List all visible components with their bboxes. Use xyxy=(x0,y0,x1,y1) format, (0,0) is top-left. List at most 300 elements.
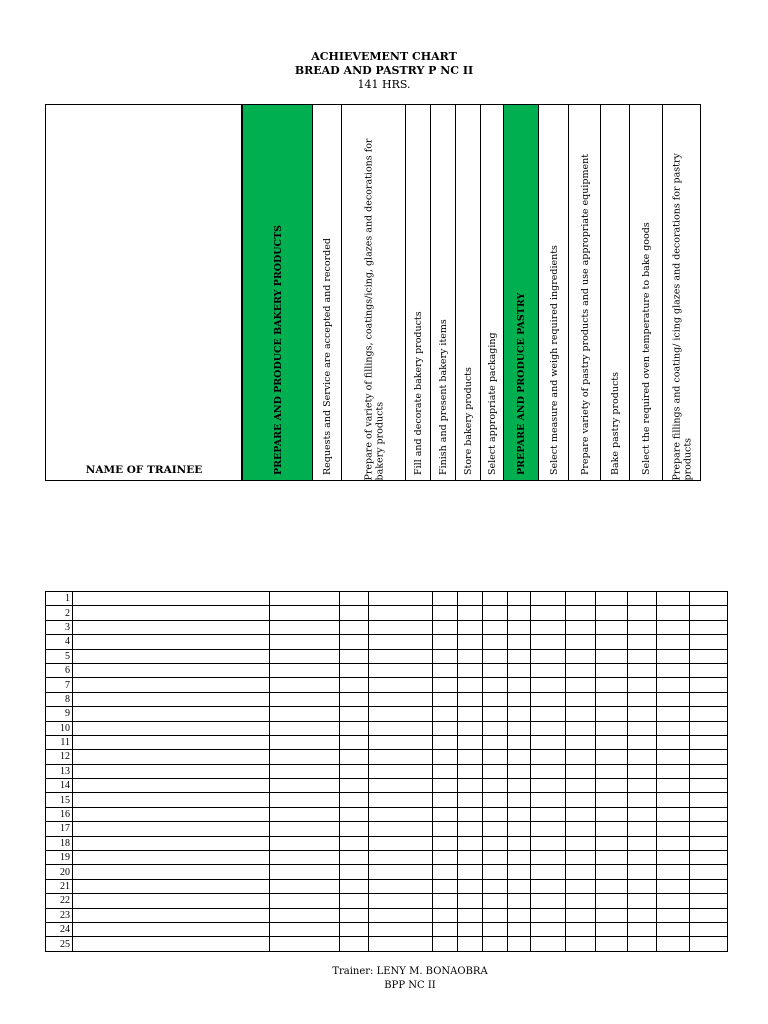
score-cell[interactable] xyxy=(369,721,433,735)
score-cell[interactable] xyxy=(531,707,566,721)
score-cell[interactable] xyxy=(433,620,458,634)
score-cell[interactable] xyxy=(690,663,728,677)
score-cell[interactable] xyxy=(270,894,340,908)
score-cell[interactable] xyxy=(690,894,728,908)
score-cell[interactable] xyxy=(270,879,340,893)
score-cell[interactable] xyxy=(596,779,628,793)
score-cell[interactable] xyxy=(458,937,483,951)
score-cell[interactable] xyxy=(369,822,433,836)
score-cell[interactable] xyxy=(483,678,508,692)
score-cell[interactable] xyxy=(369,649,433,663)
score-cell[interactable] xyxy=(508,851,531,865)
score-cell[interactable] xyxy=(483,937,508,951)
score-cell[interactable] xyxy=(690,822,728,836)
score-cell[interactable] xyxy=(270,721,340,735)
score-cell[interactable] xyxy=(340,649,369,663)
score-cell[interactable] xyxy=(690,865,728,879)
score-cell[interactable] xyxy=(657,678,690,692)
score-cell[interactable] xyxy=(531,779,566,793)
score-cell[interactable] xyxy=(369,865,433,879)
score-cell[interactable] xyxy=(369,937,433,951)
score-cell[interactable] xyxy=(690,764,728,778)
trainee-name-cell[interactable] xyxy=(73,922,270,936)
score-cell[interactable] xyxy=(531,764,566,778)
score-cell[interactable] xyxy=(531,649,566,663)
score-cell[interactable] xyxy=(458,764,483,778)
score-cell[interactable] xyxy=(340,779,369,793)
score-cell[interactable] xyxy=(340,764,369,778)
score-cell[interactable] xyxy=(596,865,628,879)
score-cell[interactable] xyxy=(483,879,508,893)
score-cell[interactable] xyxy=(596,635,628,649)
score-cell[interactable] xyxy=(657,879,690,893)
score-cell[interactable] xyxy=(531,620,566,634)
score-cell[interactable] xyxy=(566,908,596,922)
score-cell[interactable] xyxy=(628,865,657,879)
score-cell[interactable] xyxy=(483,764,508,778)
score-cell[interactable] xyxy=(340,937,369,951)
score-cell[interactable] xyxy=(508,822,531,836)
score-cell[interactable] xyxy=(690,692,728,706)
score-cell[interactable] xyxy=(596,678,628,692)
trainee-name-cell[interactable] xyxy=(73,635,270,649)
score-cell[interactable] xyxy=(433,764,458,778)
trainee-name-cell[interactable] xyxy=(73,836,270,850)
score-cell[interactable] xyxy=(508,879,531,893)
score-cell[interactable] xyxy=(596,922,628,936)
score-cell[interactable] xyxy=(628,807,657,821)
score-cell[interactable] xyxy=(508,793,531,807)
score-cell[interactable] xyxy=(628,606,657,620)
score-cell[interactable] xyxy=(458,836,483,850)
score-cell[interactable] xyxy=(369,592,433,606)
score-cell[interactable] xyxy=(690,908,728,922)
score-cell[interactable] xyxy=(483,592,508,606)
score-cell[interactable] xyxy=(340,663,369,677)
score-cell[interactable] xyxy=(508,735,531,749)
score-cell[interactable] xyxy=(369,635,433,649)
score-cell[interactable] xyxy=(340,807,369,821)
score-cell[interactable] xyxy=(340,879,369,893)
score-cell[interactable] xyxy=(270,822,340,836)
score-cell[interactable] xyxy=(458,678,483,692)
score-cell[interactable] xyxy=(369,894,433,908)
score-cell[interactable] xyxy=(340,793,369,807)
score-cell[interactable] xyxy=(596,894,628,908)
score-cell[interactable] xyxy=(369,836,433,850)
score-cell[interactable] xyxy=(270,937,340,951)
score-cell[interactable] xyxy=(657,908,690,922)
trainee-name-cell[interactable] xyxy=(73,807,270,821)
score-cell[interactable] xyxy=(508,807,531,821)
score-cell[interactable] xyxy=(657,592,690,606)
score-cell[interactable] xyxy=(433,635,458,649)
score-cell[interactable] xyxy=(531,922,566,936)
score-cell[interactable] xyxy=(433,592,458,606)
score-cell[interactable] xyxy=(483,707,508,721)
score-cell[interactable] xyxy=(657,707,690,721)
score-cell[interactable] xyxy=(433,908,458,922)
score-cell[interactable] xyxy=(566,851,596,865)
score-cell[interactable] xyxy=(531,721,566,735)
score-cell[interactable] xyxy=(566,937,596,951)
trainee-name-cell[interactable] xyxy=(73,750,270,764)
score-cell[interactable] xyxy=(458,851,483,865)
score-cell[interactable] xyxy=(458,865,483,879)
score-cell[interactable] xyxy=(531,908,566,922)
trainee-name-cell[interactable] xyxy=(73,606,270,620)
score-cell[interactable] xyxy=(566,879,596,893)
score-cell[interactable] xyxy=(531,750,566,764)
score-cell[interactable] xyxy=(508,764,531,778)
score-cell[interactable] xyxy=(340,635,369,649)
score-cell[interactable] xyxy=(270,606,340,620)
score-cell[interactable] xyxy=(657,735,690,749)
score-cell[interactable] xyxy=(340,678,369,692)
score-cell[interactable] xyxy=(531,937,566,951)
score-cell[interactable] xyxy=(340,836,369,850)
score-cell[interactable] xyxy=(657,649,690,663)
score-cell[interactable] xyxy=(270,908,340,922)
score-cell[interactable] xyxy=(657,865,690,879)
score-cell[interactable] xyxy=(657,851,690,865)
score-cell[interactable] xyxy=(508,779,531,793)
score-cell[interactable] xyxy=(690,707,728,721)
trainee-name-cell[interactable] xyxy=(73,735,270,749)
score-cell[interactable] xyxy=(483,836,508,850)
score-cell[interactable] xyxy=(458,707,483,721)
score-cell[interactable] xyxy=(483,692,508,706)
trainee-name-cell[interactable] xyxy=(73,692,270,706)
trainee-name-cell[interactable] xyxy=(73,764,270,778)
score-cell[interactable] xyxy=(508,707,531,721)
score-cell[interactable] xyxy=(690,807,728,821)
score-cell[interactable] xyxy=(340,750,369,764)
score-cell[interactable] xyxy=(458,793,483,807)
score-cell[interactable] xyxy=(531,635,566,649)
score-cell[interactable] xyxy=(566,707,596,721)
score-cell[interactable] xyxy=(690,851,728,865)
trainee-name-cell[interactable] xyxy=(73,793,270,807)
score-cell[interactable] xyxy=(458,620,483,634)
score-cell[interactable] xyxy=(340,620,369,634)
score-cell[interactable] xyxy=(628,764,657,778)
score-cell[interactable] xyxy=(628,822,657,836)
score-cell[interactable] xyxy=(531,822,566,836)
score-cell[interactable] xyxy=(596,692,628,706)
score-cell[interactable] xyxy=(340,851,369,865)
score-cell[interactable] xyxy=(628,750,657,764)
score-cell[interactable] xyxy=(657,606,690,620)
score-cell[interactable] xyxy=(433,807,458,821)
score-cell[interactable] xyxy=(596,735,628,749)
score-cell[interactable] xyxy=(657,692,690,706)
score-cell[interactable] xyxy=(483,822,508,836)
score-cell[interactable] xyxy=(270,735,340,749)
score-cell[interactable] xyxy=(270,620,340,634)
score-cell[interactable] xyxy=(690,620,728,634)
score-cell[interactable] xyxy=(566,692,596,706)
score-cell[interactable] xyxy=(628,721,657,735)
score-cell[interactable] xyxy=(340,908,369,922)
score-cell[interactable] xyxy=(531,692,566,706)
score-cell[interactable] xyxy=(531,592,566,606)
score-cell[interactable] xyxy=(369,620,433,634)
score-cell[interactable] xyxy=(531,851,566,865)
score-cell[interactable] xyxy=(270,750,340,764)
trainee-name-cell[interactable] xyxy=(73,937,270,951)
score-cell[interactable] xyxy=(458,822,483,836)
score-cell[interactable] xyxy=(566,620,596,634)
score-cell[interactable] xyxy=(458,922,483,936)
score-cell[interactable] xyxy=(628,851,657,865)
score-cell[interactable] xyxy=(596,879,628,893)
score-cell[interactable] xyxy=(596,620,628,634)
score-cell[interactable] xyxy=(657,836,690,850)
trainee-name-cell[interactable] xyxy=(73,678,270,692)
score-cell[interactable] xyxy=(458,606,483,620)
score-cell[interactable] xyxy=(531,865,566,879)
score-cell[interactable] xyxy=(657,937,690,951)
trainee-name-cell[interactable] xyxy=(73,894,270,908)
score-cell[interactable] xyxy=(369,707,433,721)
score-cell[interactable] xyxy=(508,908,531,922)
score-cell[interactable] xyxy=(566,822,596,836)
score-cell[interactable] xyxy=(531,879,566,893)
score-cell[interactable] xyxy=(566,663,596,677)
score-cell[interactable] xyxy=(433,851,458,865)
score-cell[interactable] xyxy=(270,663,340,677)
trainee-name-cell[interactable] xyxy=(73,865,270,879)
score-cell[interactable] xyxy=(369,750,433,764)
score-cell[interactable] xyxy=(657,721,690,735)
score-cell[interactable] xyxy=(628,937,657,951)
score-cell[interactable] xyxy=(369,735,433,749)
score-cell[interactable] xyxy=(566,894,596,908)
trainee-name-cell[interactable] xyxy=(73,721,270,735)
score-cell[interactable] xyxy=(566,735,596,749)
score-cell[interactable] xyxy=(531,793,566,807)
score-cell[interactable] xyxy=(483,649,508,663)
score-cell[interactable] xyxy=(483,620,508,634)
score-cell[interactable] xyxy=(340,894,369,908)
trainee-name-cell[interactable] xyxy=(73,779,270,793)
score-cell[interactable] xyxy=(508,937,531,951)
trainee-name-cell[interactable] xyxy=(73,649,270,663)
score-cell[interactable] xyxy=(508,894,531,908)
score-cell[interactable] xyxy=(483,807,508,821)
score-cell[interactable] xyxy=(270,793,340,807)
score-cell[interactable] xyxy=(566,649,596,663)
score-cell[interactable] xyxy=(566,836,596,850)
score-cell[interactable] xyxy=(531,606,566,620)
score-cell[interactable] xyxy=(369,851,433,865)
score-cell[interactable] xyxy=(369,879,433,893)
score-cell[interactable] xyxy=(566,721,596,735)
score-cell[interactable] xyxy=(628,779,657,793)
trainee-name-cell[interactable] xyxy=(73,822,270,836)
score-cell[interactable] xyxy=(340,606,369,620)
score-cell[interactable] xyxy=(270,649,340,663)
score-cell[interactable] xyxy=(566,606,596,620)
score-cell[interactable] xyxy=(433,894,458,908)
score-cell[interactable] xyxy=(270,764,340,778)
score-cell[interactable] xyxy=(508,620,531,634)
trainee-name-cell[interactable] xyxy=(73,908,270,922)
score-cell[interactable] xyxy=(531,807,566,821)
score-cell[interactable] xyxy=(508,635,531,649)
score-cell[interactable] xyxy=(690,922,728,936)
score-cell[interactable] xyxy=(433,865,458,879)
score-cell[interactable] xyxy=(433,663,458,677)
score-cell[interactable] xyxy=(458,721,483,735)
score-cell[interactable] xyxy=(508,865,531,879)
score-cell[interactable] xyxy=(369,663,433,677)
score-cell[interactable] xyxy=(508,922,531,936)
score-cell[interactable] xyxy=(657,663,690,677)
score-cell[interactable] xyxy=(433,606,458,620)
score-cell[interactable] xyxy=(628,592,657,606)
score-cell[interactable] xyxy=(596,937,628,951)
trainee-name-cell[interactable] xyxy=(73,879,270,893)
score-cell[interactable] xyxy=(657,894,690,908)
score-cell[interactable] xyxy=(369,779,433,793)
score-cell[interactable] xyxy=(690,779,728,793)
score-cell[interactable] xyxy=(458,649,483,663)
score-cell[interactable] xyxy=(483,793,508,807)
score-cell[interactable] xyxy=(458,908,483,922)
score-cell[interactable] xyxy=(596,793,628,807)
score-cell[interactable] xyxy=(628,922,657,936)
score-cell[interactable] xyxy=(508,836,531,850)
score-cell[interactable] xyxy=(340,865,369,879)
score-cell[interactable] xyxy=(596,908,628,922)
score-cell[interactable] xyxy=(596,807,628,821)
score-cell[interactable] xyxy=(628,707,657,721)
score-cell[interactable] xyxy=(657,779,690,793)
score-cell[interactable] xyxy=(628,879,657,893)
score-cell[interactable] xyxy=(508,592,531,606)
score-cell[interactable] xyxy=(433,678,458,692)
score-cell[interactable] xyxy=(270,707,340,721)
score-cell[interactable] xyxy=(270,851,340,865)
score-cell[interactable] xyxy=(596,606,628,620)
score-cell[interactable] xyxy=(369,793,433,807)
score-cell[interactable] xyxy=(433,836,458,850)
score-cell[interactable] xyxy=(483,908,508,922)
score-cell[interactable] xyxy=(433,937,458,951)
score-cell[interactable] xyxy=(270,865,340,879)
score-cell[interactable] xyxy=(657,807,690,821)
score-cell[interactable] xyxy=(657,822,690,836)
score-cell[interactable] xyxy=(628,663,657,677)
score-cell[interactable] xyxy=(690,836,728,850)
score-cell[interactable] xyxy=(566,678,596,692)
score-cell[interactable] xyxy=(369,606,433,620)
score-cell[interactable] xyxy=(508,663,531,677)
score-cell[interactable] xyxy=(628,908,657,922)
score-cell[interactable] xyxy=(690,606,728,620)
score-cell[interactable] xyxy=(531,894,566,908)
score-cell[interactable] xyxy=(483,922,508,936)
score-cell[interactable] xyxy=(433,692,458,706)
score-cell[interactable] xyxy=(483,865,508,879)
score-cell[interactable] xyxy=(596,750,628,764)
score-cell[interactable] xyxy=(270,836,340,850)
score-cell[interactable] xyxy=(566,635,596,649)
score-cell[interactable] xyxy=(369,692,433,706)
score-cell[interactable] xyxy=(657,793,690,807)
score-cell[interactable] xyxy=(596,707,628,721)
score-cell[interactable] xyxy=(458,894,483,908)
score-cell[interactable] xyxy=(458,592,483,606)
score-cell[interactable] xyxy=(657,620,690,634)
score-cell[interactable] xyxy=(596,764,628,778)
score-cell[interactable] xyxy=(566,865,596,879)
score-cell[interactable] xyxy=(270,779,340,793)
score-cell[interactable] xyxy=(433,822,458,836)
score-cell[interactable] xyxy=(458,735,483,749)
score-cell[interactable] xyxy=(690,592,728,606)
score-cell[interactable] xyxy=(270,678,340,692)
score-cell[interactable] xyxy=(340,707,369,721)
score-cell[interactable] xyxy=(483,779,508,793)
score-cell[interactable] xyxy=(566,807,596,821)
score-cell[interactable] xyxy=(433,707,458,721)
score-cell[interactable] xyxy=(596,649,628,663)
score-cell[interactable] xyxy=(566,922,596,936)
score-cell[interactable] xyxy=(433,649,458,663)
score-cell[interactable] xyxy=(369,908,433,922)
score-cell[interactable] xyxy=(508,606,531,620)
score-cell[interactable] xyxy=(340,822,369,836)
score-cell[interactable] xyxy=(690,750,728,764)
score-cell[interactable] xyxy=(628,635,657,649)
score-cell[interactable] xyxy=(433,879,458,893)
trainee-name-cell[interactable] xyxy=(73,707,270,721)
score-cell[interactable] xyxy=(458,750,483,764)
score-cell[interactable] xyxy=(628,678,657,692)
score-cell[interactable] xyxy=(433,779,458,793)
score-cell[interactable] xyxy=(566,764,596,778)
score-cell[interactable] xyxy=(458,635,483,649)
score-cell[interactable] xyxy=(628,894,657,908)
score-cell[interactable] xyxy=(483,894,508,908)
score-cell[interactable] xyxy=(566,793,596,807)
score-cell[interactable] xyxy=(483,721,508,735)
score-cell[interactable] xyxy=(657,635,690,649)
score-cell[interactable] xyxy=(369,678,433,692)
score-cell[interactable] xyxy=(690,793,728,807)
score-cell[interactable] xyxy=(531,663,566,677)
score-cell[interactable] xyxy=(628,620,657,634)
score-cell[interactable] xyxy=(628,735,657,749)
score-cell[interactable] xyxy=(596,663,628,677)
score-cell[interactable] xyxy=(270,635,340,649)
score-cell[interactable] xyxy=(340,735,369,749)
score-cell[interactable] xyxy=(508,678,531,692)
score-cell[interactable] xyxy=(596,592,628,606)
score-cell[interactable] xyxy=(270,807,340,821)
score-cell[interactable] xyxy=(433,750,458,764)
score-cell[interactable] xyxy=(596,851,628,865)
score-cell[interactable] xyxy=(433,793,458,807)
score-cell[interactable] xyxy=(433,735,458,749)
score-cell[interactable] xyxy=(657,922,690,936)
score-cell[interactable] xyxy=(531,678,566,692)
score-cell[interactable] xyxy=(270,692,340,706)
score-cell[interactable] xyxy=(596,836,628,850)
